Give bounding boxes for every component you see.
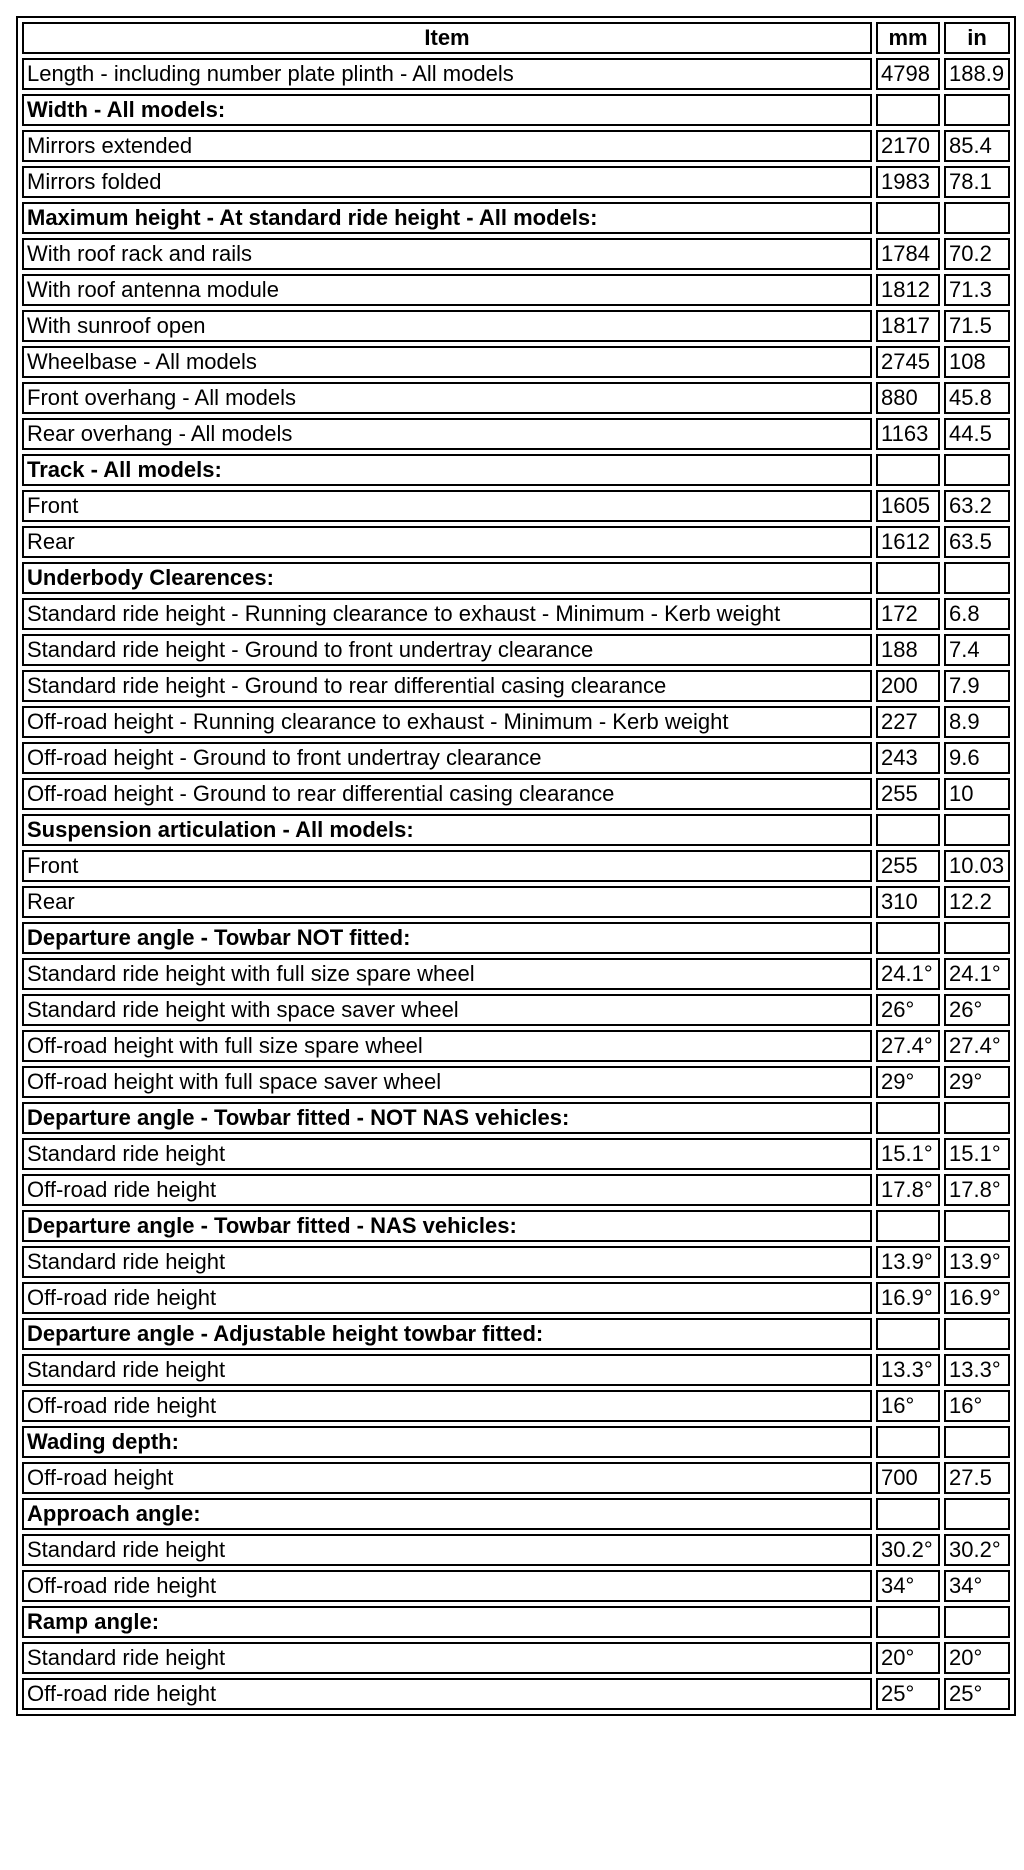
- mm-value-cell: [876, 1426, 940, 1458]
- mm-value-cell: 255: [876, 850, 940, 882]
- table-row: [22, 742, 1010, 774]
- mm-value-cell: 188: [876, 634, 940, 666]
- in-value-cell: 27.4°: [944, 1030, 1010, 1062]
- in-value-cell: 25°: [944, 1678, 1010, 1710]
- mm-value-cell: 15.1°: [876, 1138, 940, 1170]
- table-row: [22, 526, 1010, 558]
- table-header-row: [22, 22, 1010, 54]
- mm-value-cell: [876, 1102, 940, 1134]
- table-row: [22, 598, 1010, 630]
- table-row: [22, 886, 1010, 918]
- in-value-cell: 26°: [944, 994, 1010, 1026]
- in-value-cell: 12.2: [944, 886, 1010, 918]
- in-value-cell: [944, 814, 1010, 846]
- item-cell: Front: [22, 490, 872, 522]
- section-heading-cell: Departure angle - Towbar fitted - NAS vehicles:: [22, 1210, 872, 1242]
- table-row: [22, 1390, 1010, 1422]
- in-value-cell: 7.9: [944, 670, 1010, 702]
- in-value-cell: [944, 1606, 1010, 1638]
- table-row: [22, 706, 1010, 738]
- mm-value-cell: [876, 94, 940, 126]
- mm-value-cell: 29°: [876, 1066, 940, 1098]
- table-row: [22, 238, 1010, 270]
- in-value-cell: 6.8: [944, 598, 1010, 630]
- mm-value-cell: 243: [876, 742, 940, 774]
- mm-value-cell: 2170: [876, 130, 940, 162]
- section-row: [22, 1498, 1010, 1530]
- item-cell: Front overhang - All models: [22, 382, 872, 414]
- section-heading-cell: Departure angle - Towbar fitted - NOT NAS vehicles:: [22, 1102, 872, 1134]
- item-cell: Rear overhang - All models: [22, 418, 872, 450]
- item-cell: Off-road height with full space saver wheel: [22, 1066, 872, 1098]
- section-row: [22, 562, 1010, 594]
- table-row: [22, 310, 1010, 342]
- item-cell: With sunroof open: [22, 310, 872, 342]
- in-value-cell: 29°: [944, 1066, 1010, 1098]
- section-heading-cell: Wading depth:: [22, 1426, 872, 1458]
- section-heading-cell: Ramp angle:: [22, 1606, 872, 1638]
- mm-value-cell: [876, 1498, 940, 1530]
- section-heading-cell: Approach angle:: [22, 1498, 872, 1530]
- in-value-cell: 13.9°: [944, 1246, 1010, 1278]
- header-mm: mm: [876, 22, 940, 54]
- item-cell: Standard ride height - Ground to front undertray clearance: [22, 634, 872, 666]
- item-cell: Standard ride height - Running clearance to exhaust - Minimum - Kerb weight: [22, 598, 872, 630]
- mm-value-cell: [876, 814, 940, 846]
- in-value-cell: 188.9: [944, 58, 1010, 90]
- mm-value-cell: 2745: [876, 346, 940, 378]
- item-cell: Standard ride height: [22, 1642, 872, 1674]
- in-value-cell: 34°: [944, 1570, 1010, 1602]
- mm-value-cell: 30.2°: [876, 1534, 940, 1566]
- mm-value-cell: 1812: [876, 274, 940, 306]
- in-value-cell: [944, 1498, 1010, 1530]
- in-value-cell: [944, 1318, 1010, 1350]
- in-value-cell: [944, 94, 1010, 126]
- in-value-cell: 17.8°: [944, 1174, 1010, 1206]
- mm-value-cell: [876, 1606, 940, 1638]
- item-cell: Standard ride height: [22, 1534, 872, 1566]
- table-row: [22, 634, 1010, 666]
- table-row: [22, 1282, 1010, 1314]
- table-row: [22, 1354, 1010, 1386]
- section-heading-cell: Maximum height - At standard ride height - All models:: [22, 202, 872, 234]
- item-cell: Off-road height with full size spare wheel: [22, 1030, 872, 1062]
- mm-value-cell: 1163: [876, 418, 940, 450]
- item-cell: Standard ride height: [22, 1138, 872, 1170]
- in-value-cell: [944, 562, 1010, 594]
- in-value-cell: 10: [944, 778, 1010, 810]
- table-row: [22, 1138, 1010, 1170]
- table-row: [22, 130, 1010, 162]
- in-value-cell: 8.9: [944, 706, 1010, 738]
- mm-value-cell: 310: [876, 886, 940, 918]
- mm-value-cell: 1784: [876, 238, 940, 270]
- section-heading-cell: Underbody Clearences:: [22, 562, 872, 594]
- section-heading-cell: Track - All models:: [22, 454, 872, 486]
- item-cell: Rear: [22, 886, 872, 918]
- dimensions-table-container: [16, 16, 1008, 1716]
- in-value-cell: 16°: [944, 1390, 1010, 1422]
- table-row: [22, 274, 1010, 306]
- mm-value-cell: 16.9°: [876, 1282, 940, 1314]
- table-row: [22, 778, 1010, 810]
- section-row: [22, 202, 1010, 234]
- in-value-cell: 10.03: [944, 850, 1010, 882]
- mm-value-cell: 700: [876, 1462, 940, 1494]
- mm-value-cell: 227: [876, 706, 940, 738]
- item-cell: Rear: [22, 526, 872, 558]
- in-value-cell: 13.3°: [944, 1354, 1010, 1386]
- section-row: [22, 1426, 1010, 1458]
- in-value-cell: [944, 1426, 1010, 1458]
- item-cell: Off-road ride height: [22, 1678, 872, 1710]
- mm-value-cell: 1605: [876, 490, 940, 522]
- item-cell: Wheelbase - All models: [22, 346, 872, 378]
- mm-value-cell: 24.1°: [876, 958, 940, 990]
- item-cell: Off-road ride height: [22, 1174, 872, 1206]
- in-value-cell: 15.1°: [944, 1138, 1010, 1170]
- table-row: [22, 1030, 1010, 1062]
- mm-value-cell: 1983: [876, 166, 940, 198]
- table-row: [22, 1570, 1010, 1602]
- table-row: [22, 58, 1010, 90]
- table-row: [22, 166, 1010, 198]
- item-cell: Standard ride height: [22, 1246, 872, 1278]
- table-row: [22, 958, 1010, 990]
- table-row: [22, 1642, 1010, 1674]
- section-row: [22, 1102, 1010, 1134]
- in-value-cell: 30.2°: [944, 1534, 1010, 1566]
- header-in: in: [944, 22, 1010, 54]
- in-value-cell: 63.2: [944, 490, 1010, 522]
- item-cell: Standard ride height with space saver wheel: [22, 994, 872, 1026]
- section-row: [22, 1318, 1010, 1350]
- mm-value-cell: 172: [876, 598, 940, 630]
- table-row: [22, 346, 1010, 378]
- in-value-cell: 7.4: [944, 634, 1010, 666]
- item-cell: Off-road ride height: [22, 1570, 872, 1602]
- mm-value-cell: [876, 562, 940, 594]
- table-row: [22, 418, 1010, 450]
- mm-value-cell: 13.9°: [876, 1246, 940, 1278]
- mm-value-cell: [876, 922, 940, 954]
- in-value-cell: 9.6: [944, 742, 1010, 774]
- in-value-cell: 27.5: [944, 1462, 1010, 1494]
- in-value-cell: 44.5: [944, 418, 1010, 450]
- mm-value-cell: 1612: [876, 526, 940, 558]
- in-value-cell: 108: [944, 346, 1010, 378]
- dimensions-table: [16, 16, 1016, 1716]
- table-row: [22, 1678, 1010, 1710]
- item-cell: With roof antenna module: [22, 274, 872, 306]
- item-cell: Off-road height: [22, 1462, 872, 1494]
- table-row: [22, 382, 1010, 414]
- table-body: [22, 58, 1010, 1710]
- item-cell: Off-road ride height: [22, 1282, 872, 1314]
- table-row: [22, 1246, 1010, 1278]
- table-row: [22, 1462, 1010, 1494]
- section-heading-cell: Departure angle - Towbar NOT fitted:: [22, 922, 872, 954]
- mm-value-cell: [876, 202, 940, 234]
- item-cell: Off-road height - Ground to front undertray clearance: [22, 742, 872, 774]
- item-cell: Off-road height - Ground to rear differential casing clearance: [22, 778, 872, 810]
- in-value-cell: 63.5: [944, 526, 1010, 558]
- item-cell: Mirrors folded: [22, 166, 872, 198]
- mm-value-cell: [876, 1210, 940, 1242]
- in-value-cell: [944, 202, 1010, 234]
- in-value-cell: 71.3: [944, 274, 1010, 306]
- mm-value-cell: 27.4°: [876, 1030, 940, 1062]
- item-cell: Standard ride height: [22, 1354, 872, 1386]
- in-value-cell: 20°: [944, 1642, 1010, 1674]
- mm-value-cell: [876, 454, 940, 486]
- section-row: [22, 454, 1010, 486]
- section-heading-cell: Departure angle - Adjustable height towbar fitted:: [22, 1318, 872, 1350]
- in-value-cell: [944, 1210, 1010, 1242]
- mm-value-cell: [876, 1318, 940, 1350]
- mm-value-cell: 16°: [876, 1390, 940, 1422]
- table-row: [22, 1174, 1010, 1206]
- section-heading-cell: Suspension articulation - All models:: [22, 814, 872, 846]
- item-cell: Off-road height - Running clearance to exhaust - Minimum - Kerb weight: [22, 706, 872, 738]
- mm-value-cell: 255: [876, 778, 940, 810]
- section-row: [22, 1210, 1010, 1242]
- table-row: [22, 994, 1010, 1026]
- in-value-cell: 16.9°: [944, 1282, 1010, 1314]
- in-value-cell: 45.8: [944, 382, 1010, 414]
- mm-value-cell: 25°: [876, 1678, 940, 1710]
- section-heading-cell: Width - All models:: [22, 94, 872, 126]
- item-cell: Off-road ride height: [22, 1390, 872, 1422]
- section-row: [22, 814, 1010, 846]
- item-cell: Mirrors extended: [22, 130, 872, 162]
- mm-value-cell: 4798: [876, 58, 940, 90]
- item-cell: With roof rack and rails: [22, 238, 872, 270]
- mm-value-cell: 26°: [876, 994, 940, 1026]
- table-row: [22, 850, 1010, 882]
- table-row: [22, 490, 1010, 522]
- mm-value-cell: 200: [876, 670, 940, 702]
- item-cell: Length - including number plate plinth - All models: [22, 58, 872, 90]
- in-value-cell: 78.1: [944, 166, 1010, 198]
- table-row: [22, 1534, 1010, 1566]
- mm-value-cell: 17.8°: [876, 1174, 940, 1206]
- item-cell: Standard ride height with full size spare wheel: [22, 958, 872, 990]
- in-value-cell: 85.4: [944, 130, 1010, 162]
- in-value-cell: 71.5: [944, 310, 1010, 342]
- in-value-cell: [944, 454, 1010, 486]
- item-cell: Standard ride height - Ground to rear differential casing clearance: [22, 670, 872, 702]
- section-row: [22, 94, 1010, 126]
- in-value-cell: [944, 1102, 1010, 1134]
- table-row: [22, 670, 1010, 702]
- in-value-cell: 24.1°: [944, 958, 1010, 990]
- mm-value-cell: 880: [876, 382, 940, 414]
- mm-value-cell: 20°: [876, 1642, 940, 1674]
- section-row: [22, 922, 1010, 954]
- mm-value-cell: 1817: [876, 310, 940, 342]
- mm-value-cell: 13.3°: [876, 1354, 940, 1386]
- mm-value-cell: 34°: [876, 1570, 940, 1602]
- section-row: [22, 1606, 1010, 1638]
- in-value-cell: [944, 922, 1010, 954]
- header-item: Item: [22, 22, 872, 54]
- table-row: [22, 1066, 1010, 1098]
- in-value-cell: 70.2: [944, 238, 1010, 270]
- item-cell: Front: [22, 850, 872, 882]
